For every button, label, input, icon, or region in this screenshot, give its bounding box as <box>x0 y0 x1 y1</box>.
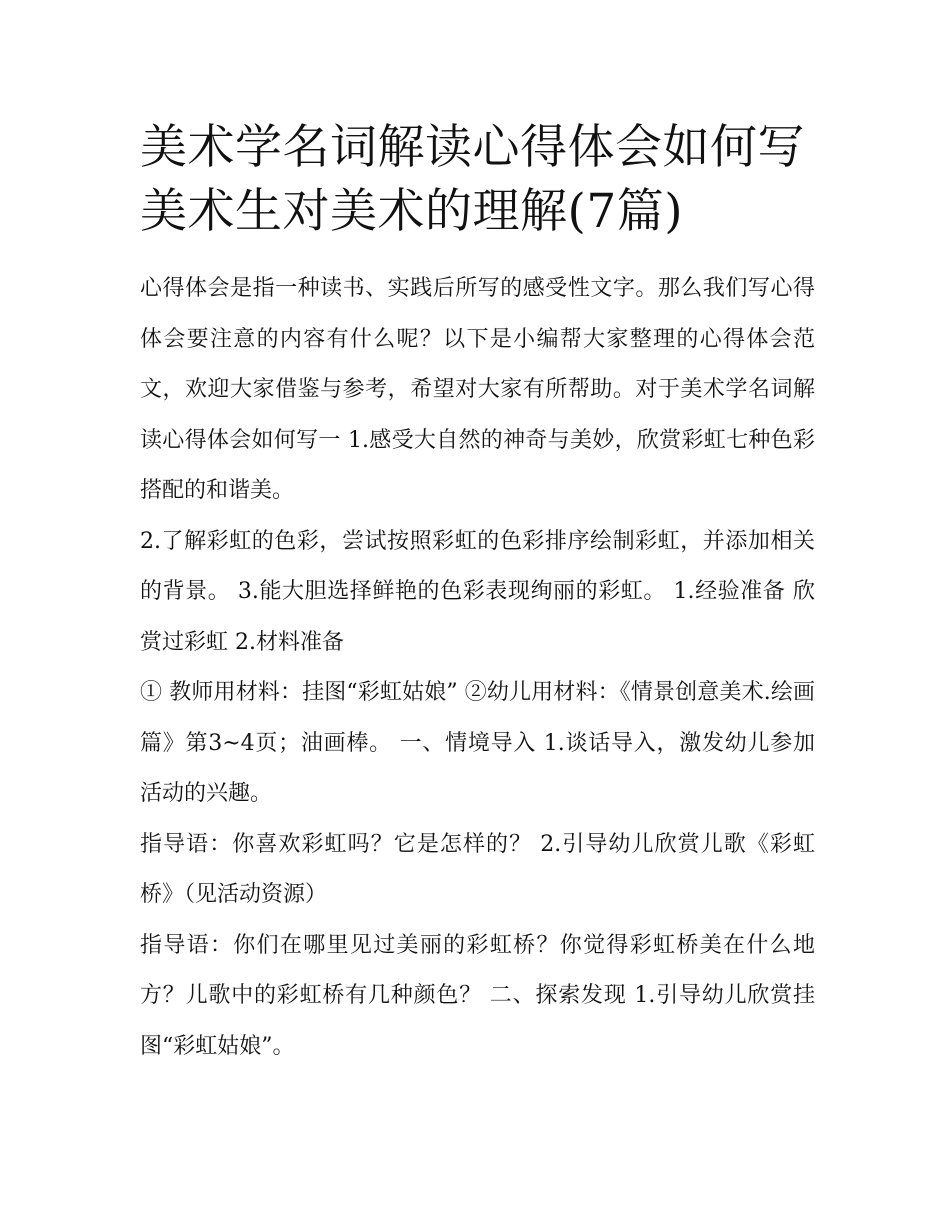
paragraph-materials: ① 教师用材料：挂图“彩虹姑娘” ②幼儿用材料：《情景创意美术.绘画篇》第3~4页；油画棒。 一、情境导入 1.谈话导入，激发幼儿参加活动的兴趣。 <box>140 680 815 806</box>
paragraph-intro: 心得体会是指一种读书、实践后所写的感受性文字。那么我们写心得体会要注意的内容有什么呢？以下是小编帮大家整理的心得体会范文，欢迎大家借鉴与参考，希望对大家有所帮助。对于美术学名词解读心得体会如何写一 1.感受大自然的神奇与美妙，欣赏彩虹七种色彩搭配的和谐美。 <box>140 276 815 503</box>
document-title: 美术学名词解读心得体会如何写 美术生对美术的理解(7篇) <box>140 120 805 239</box>
paragraph-guide-2: 指导语：你们在哪里见过美丽的彩虹桥？你觉得彩虹桥美在什么地方？儿歌中的彩虹桥有几种颜色？ 二、探索发现 1.引导幼儿欣赏挂图“彩虹姑娘”。 <box>140 932 815 1059</box>
paragraph-goals: 2.了解彩虹的色彩，尝试按照彩虹的色彩排序绘制彩虹，并添加相关的背景。 3.能大胆选择鲜艳的色彩表现绚丽的彩虹。 1.经验准备 欣赏过彩虹 2.材料准备 <box>140 528 815 655</box>
paragraph-guide-1: 指导语：你喜欢彩虹吗？它是怎样的？ 2.引导幼儿欣赏儿歌《彩虹桥》（见活动资源） <box>140 831 815 907</box>
document-body <box>140 116 815 1072</box>
